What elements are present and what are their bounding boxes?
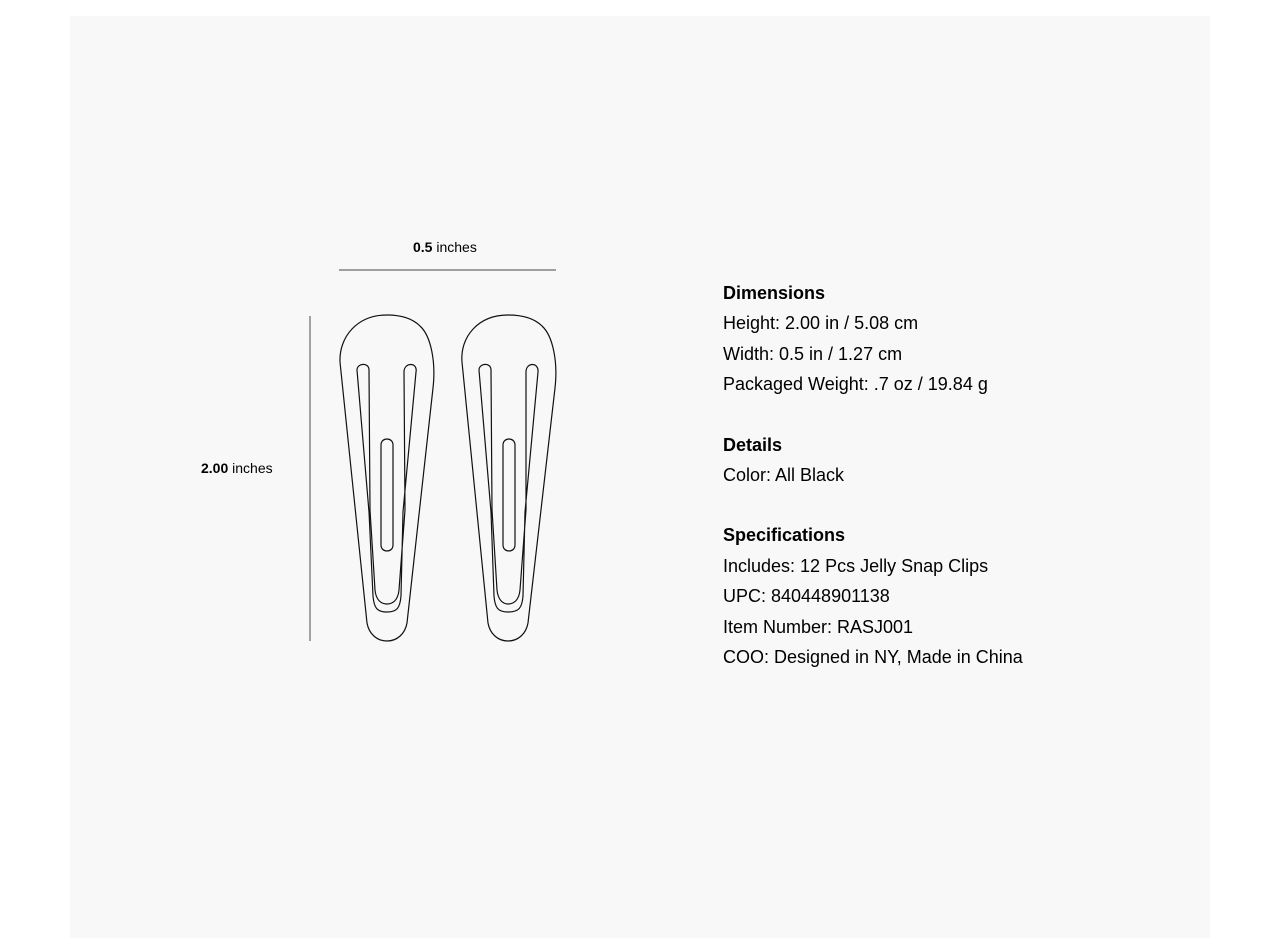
- weight-spec: Packaged Weight: .7 oz / 19.84 g: [723, 374, 988, 395]
- coo-spec: COO: Designed in NY, Made in China: [723, 647, 1023, 668]
- dimensions-heading: Dimensions: [723, 283, 826, 303]
- height-value: 2.00: [201, 460, 229, 476]
- width-spec: Width: 0.5 in / 1.27 cm: [723, 343, 903, 364]
- details-section: [723, 430, 1023, 491]
- snap-clip-left: [340, 315, 434, 641]
- item-number-spec: Item Number: RASJ001: [723, 616, 914, 637]
- width-unit: inches: [436, 239, 477, 255]
- details-heading: Details: [723, 434, 783, 455]
- includes-spec: Includes: 12 Pcs Jelly Snap Clips: [723, 555, 989, 576]
- width-dimension-label: [413, 239, 477, 255]
- specifications-section: [723, 520, 1023, 672]
- dimensions-section: [723, 278, 1023, 400]
- width-value: 0.5: [413, 239, 433, 255]
- height-dimension-label: [201, 460, 273, 476]
- color-spec: Color: All Black: [723, 465, 845, 486]
- snap-clip-right: [462, 315, 556, 641]
- height-spec: Height: 2.00 in / 5.08 cm: [723, 313, 919, 334]
- upc-spec: UPC: 840448901138: [723, 586, 890, 607]
- specifications-heading: Specifications: [723, 525, 846, 546]
- spec-list: [723, 278, 1023, 672]
- height-unit: inches: [232, 460, 273, 476]
